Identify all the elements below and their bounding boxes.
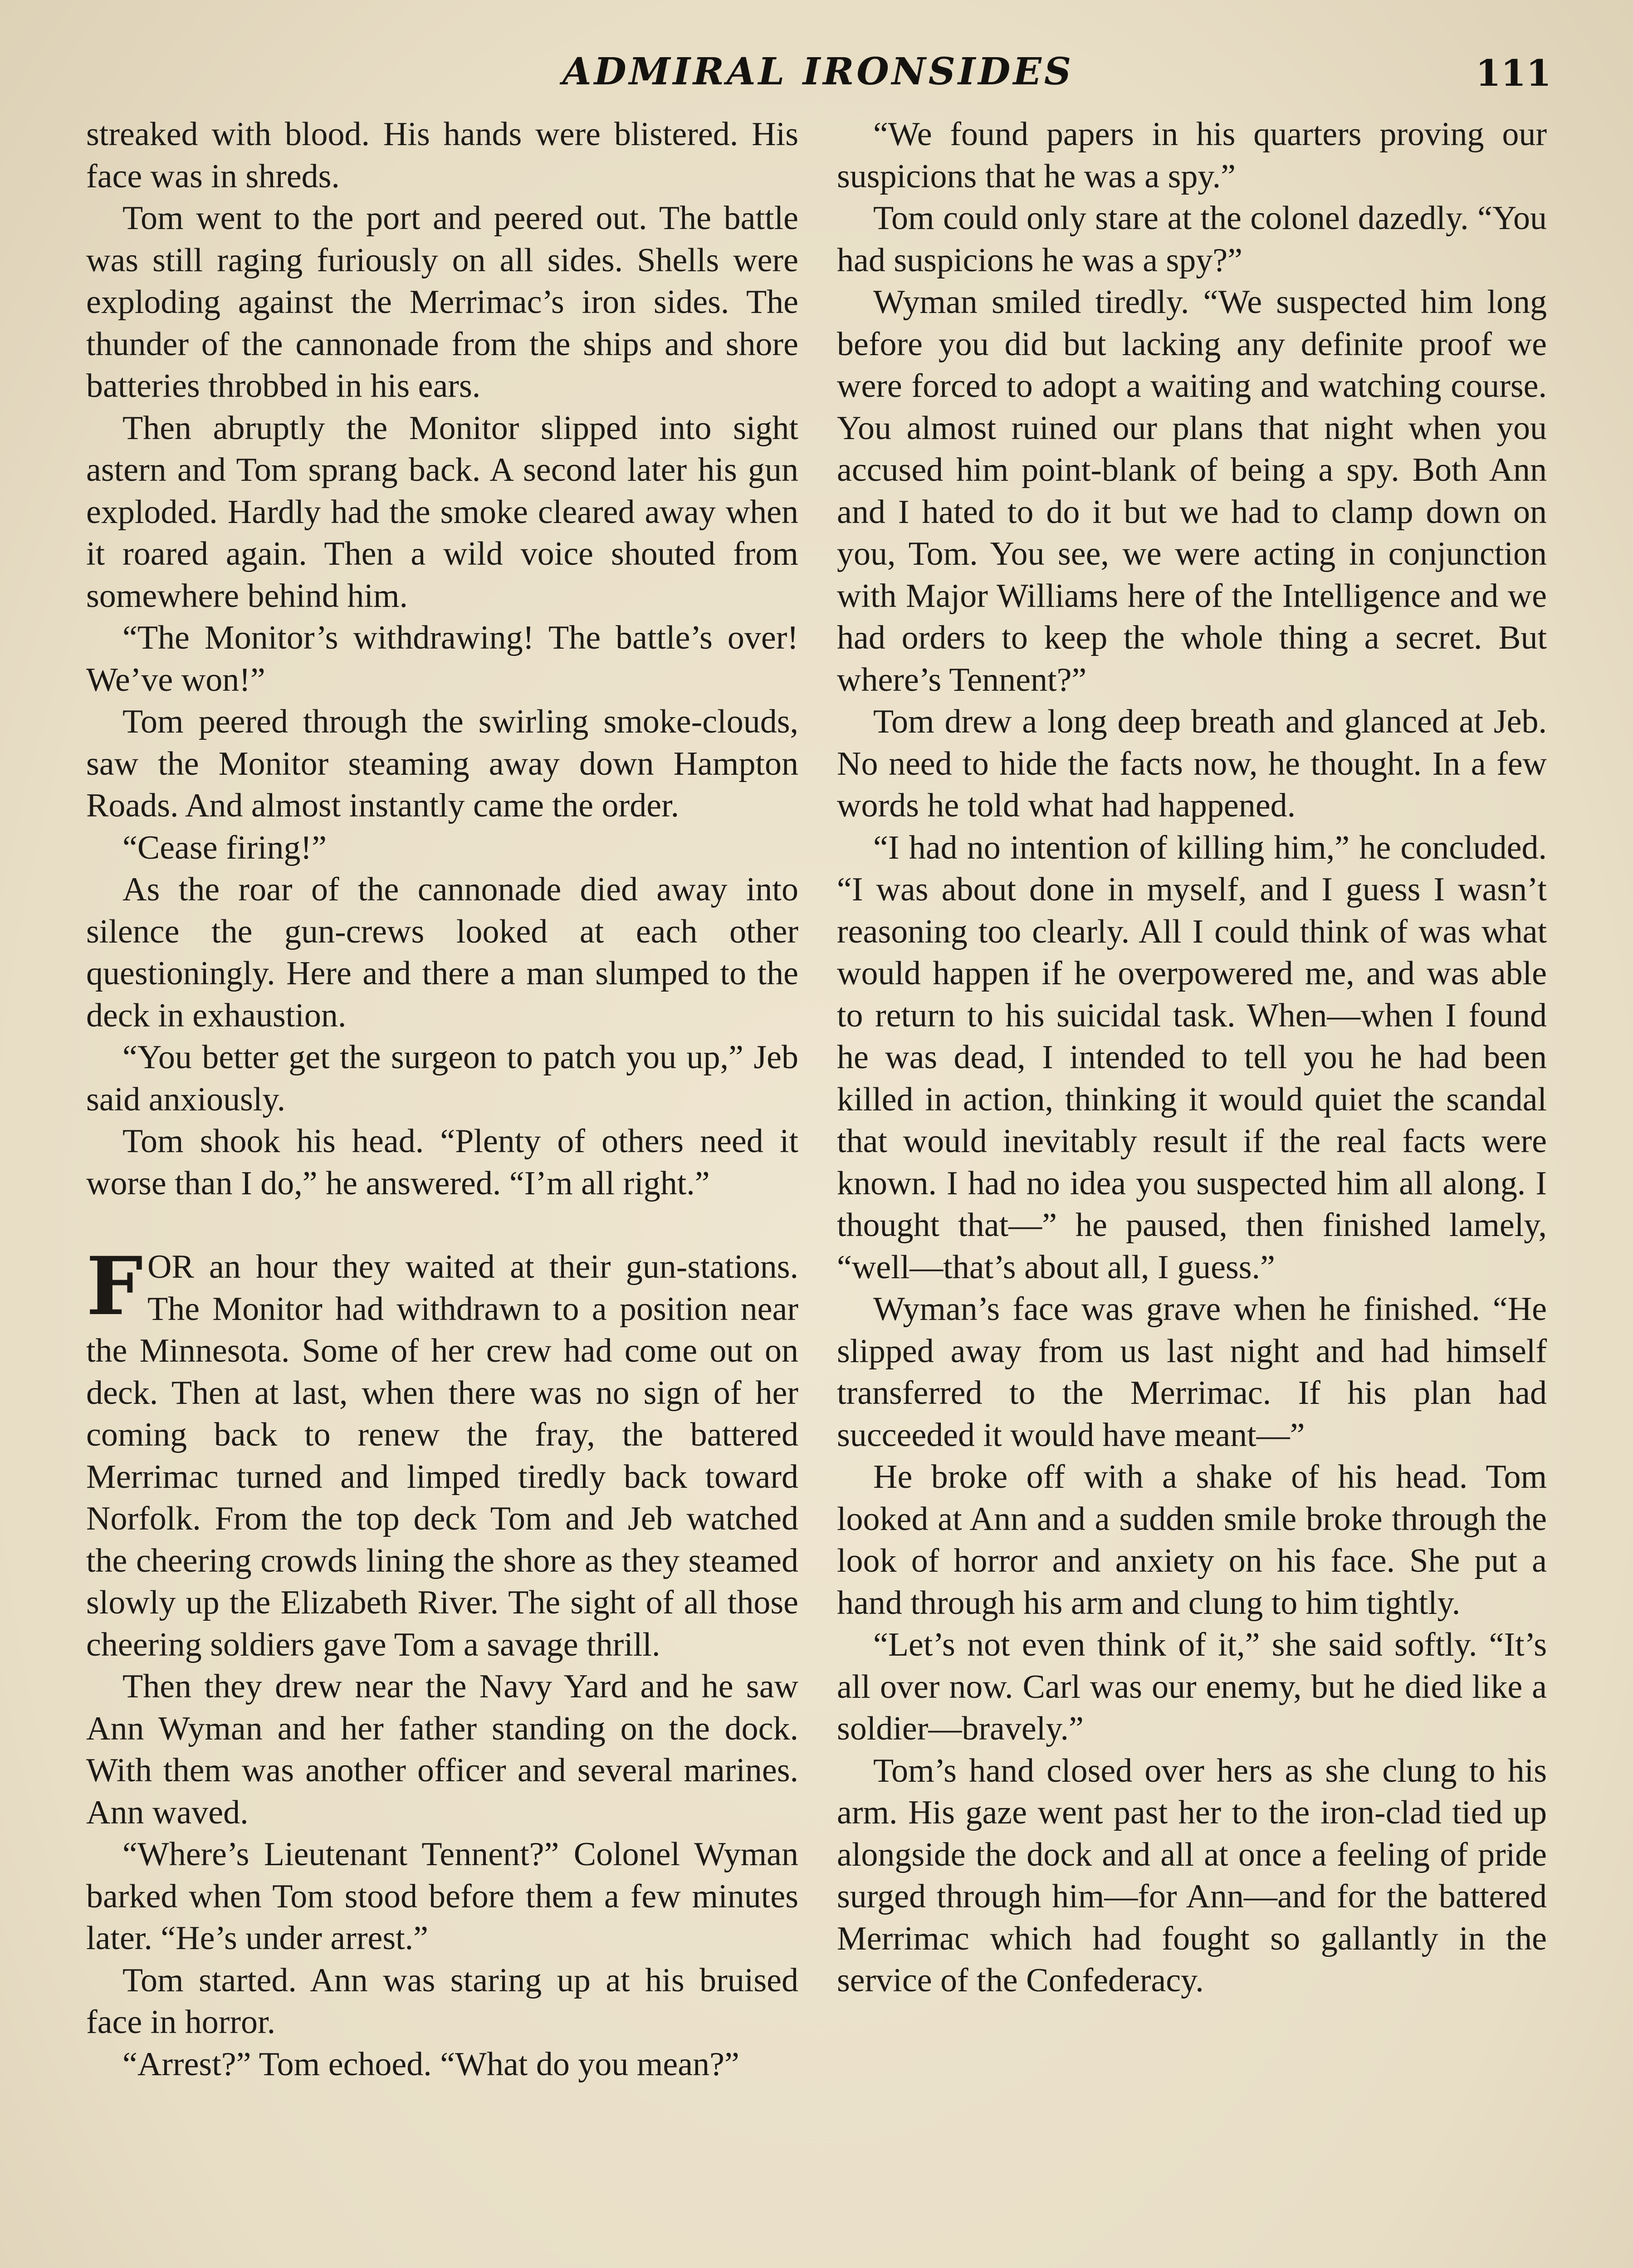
- paragraph: Tom could only stare at the colonel dazedly. “You had suspicions he was a spy?”: [837, 200, 1547, 279]
- paragraph: streaked with blood. His hands were blistered. His face was in shreds.: [86, 116, 798, 195]
- drop-cap: F: [86, 1239, 143, 1333]
- page-header: [562, 50, 1551, 104]
- paragraph: “We found papers in his quarters proving our suspicions that he was a spy.”: [837, 116, 1547, 195]
- paragraph: “Let’s not even think of it,” she said softly. “It’s all over now. Carl was our enemy, but he died like a soldier—bravely.”: [837, 1626, 1547, 1747]
- paragraph-text: OR an hour they waited at their gun-stations. The Monitor had withdrawn to a position near the Minnesota. Some of her crew had come out on deck. Then at last, when there was no sign of her coming back to renew the fray, the battered Merrimac turned and limped tiredly back toward Norfolk. From the top deck Tom and Jeb watched the cheering crowds lining the shore as they steamed slowly up the Elizabeth River. The sight of all those cheering soldiers gave Tom a savage thrill.: [86, 1248, 798, 1663]
- paragraph: Then they drew near the Navy Yard and he saw Ann Wyman and her father standing on the dock. With them was another officer and several marines. Ann waved.: [86, 1668, 798, 1831]
- paragraph: Tom went to the port and peered out. The battle was still raging furiously on all sides. Shells were exploding against the Merrimac’s iron sides. The thunder of the cannonade from the ships and shore batteries throbbed in his ears.: [86, 200, 798, 405]
- paragraph: “I had no intention of killing him,” he concluded. “I was about done in myself, and I guess I wasn’t reasoning too clearly. All I could think of was what would happen if he overpowered me, and was able to return to his suicidal task. When—when I found he was dead, I intended to tell you he had been killed in action, thinking it would quiet the scandal that would inevitably result if the real facts were known. I had no idea you suspected him all along. I thought that—” he paused, then finished lamely, “well—that’s about all, I guess.”: [837, 829, 1547, 1286]
- paragraph: Tom peered through the swirling smoke-clouds, saw the Monitor steaming away down Hampton Roads. And almost instantly came the order.: [86, 703, 798, 824]
- paragraph: Wyman smiled tiredly. “We suspected him long before you did but lacking any definite proof we were forced to adopt a waiting and watching course. You almost ruined our plans that night when you accused him point-blank of being a spy. Both Ann and I hated to do it but we had to clamp down on you, Tom. You see, we were acting in conjunction with Major Williams here of the Intelligence and we had orders to keep the whole thing a secret. But where’s Tennent?”: [837, 284, 1547, 699]
- paragraph: Tom drew a long deep breath and glanced at Jeb. No need to hide the facts now, he thought. In a few words he told what had happened.: [837, 703, 1547, 824]
- page-number: 111: [1476, 52, 1551, 94]
- paragraph: “The Monitor’s withdrawing! The battle’s over! We’ve won!”: [86, 619, 798, 699]
- paragraph: “Arrest?” Tom echoed. “What do you mean?”: [122, 2045, 739, 2083]
- paragraph: “Where’s Lieutenant Tennent?” Colonel Wyman barked when Tom stood before them a few minutes later. “He’s under arrest.”: [86, 1836, 798, 1957]
- paragraph: “You better get the surgeon to patch you up,” Jeb said anxiously.: [86, 1039, 798, 1118]
- paragraph: “Cease firing!”: [122, 829, 327, 866]
- section-break: [86, 1204, 798, 1246]
- right-column: [837, 113, 1547, 2002]
- paragraph: Tom’s hand closed over hers as she clung to his arm. His gaze went past her to the iron-clad tied up alongside the dock and all at once a feeling of pride surged through him—for Ann—and for the battered Merrimac which had fought so gallantly in the service of the Confederacy.: [837, 1752, 1547, 1999]
- left-column: [86, 113, 798, 2085]
- paragraph: Wyman’s face was grave when he finished. “He slipped away from us last night and had himself transferred to the Merrimac. If his plan had succeeded it would have meant—”: [837, 1290, 1547, 1454]
- paragraph: Tom shook his head. “Plenty of others need it worse than I do,” he answered. “I’m all right.”: [86, 1123, 798, 1202]
- paragraph: Tom started. Ann was staring up at his bruised face in horror.: [86, 1961, 798, 2041]
- paragraph: He broke off with a shake of his head. Tom looked at Ann and a sudden smile broke through the look of horror and anxiety on his face. She put a hand through his arm and clung to him tightly.: [837, 1458, 1547, 1622]
- paragraph: Then abruptly the Monitor slipped into sight astern and Tom sprang back. A second later his gun exploded. Hardly had the smoke cleared away when it roared again. Then a wild voice shouted from somewhere behind him.: [86, 409, 798, 615]
- running-title: ADMIRAL IRONSIDES: [562, 50, 1074, 93]
- paragraph-with-drop-cap: [86, 1239, 798, 1666]
- paragraph: As the roar of the cannonade died away into silence the gun-crews looked at each other questioningly. Here and there a man slumped to the deck in exhaustion.: [86, 871, 798, 1034]
